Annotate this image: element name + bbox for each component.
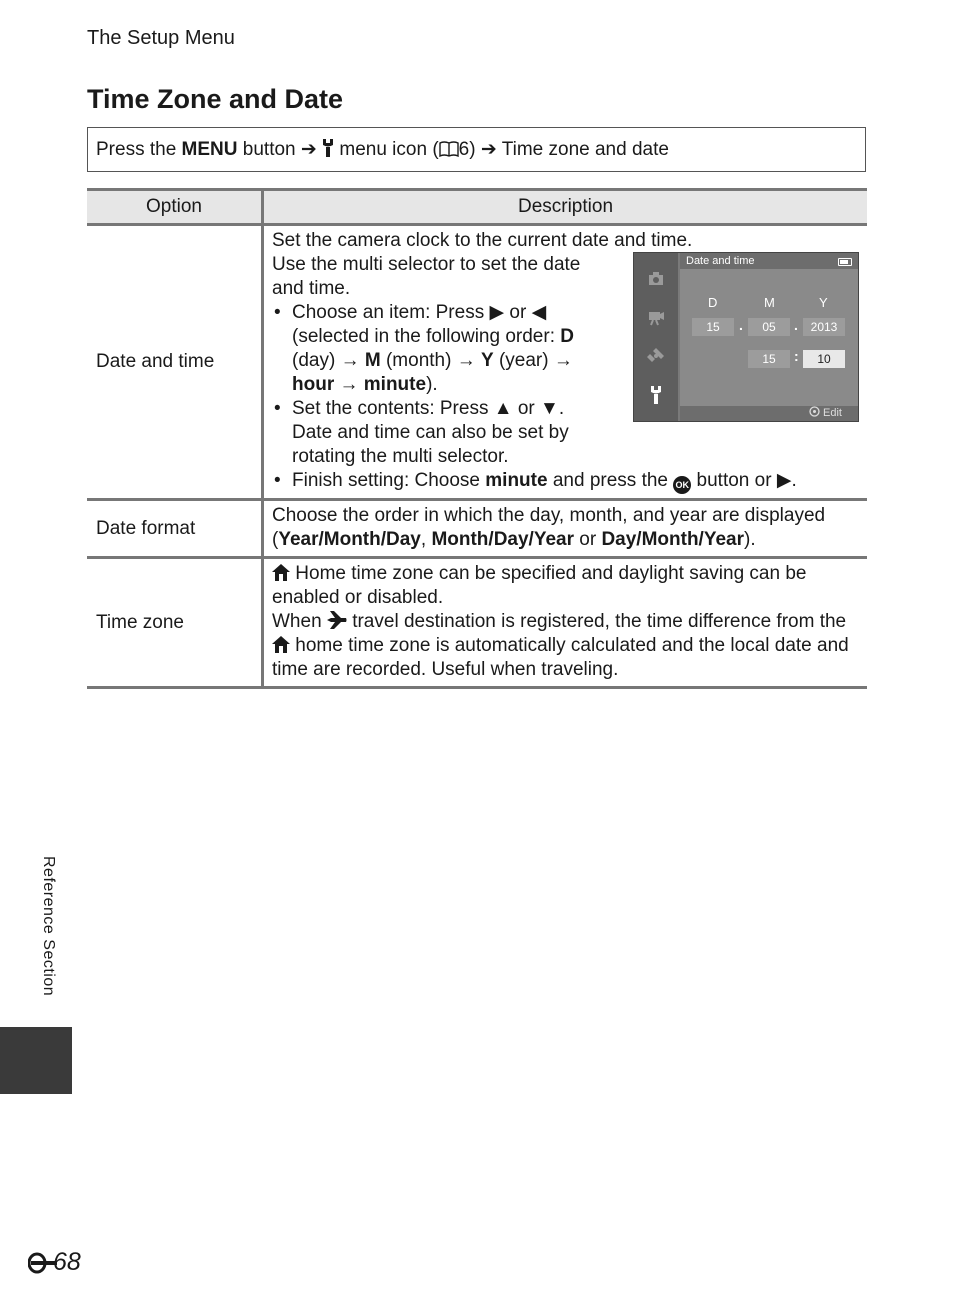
text: button or [696, 470, 772, 491]
text: or [579, 529, 597, 550]
text: D [560, 326, 574, 347]
to-arrow-icon: → [339, 374, 359, 395]
destination-text: Time zone and date [501, 139, 669, 160]
airplane-icon [327, 611, 347, 629]
date-separator: . [794, 317, 798, 333]
text: Year/Month/Day [278, 529, 421, 550]
day-field[interactable]: 15 [692, 318, 734, 336]
wrench-icon [646, 385, 666, 405]
text: M [364, 350, 381, 371]
text: or [517, 398, 535, 419]
time-separator: : [794, 348, 799, 364]
selector-text: Use the multi selector to set the date and time. [272, 254, 581, 299]
button-word: button [242, 139, 296, 160]
battery-icon [838, 258, 852, 266]
text: home time zone is automatically calculated and the local date and time are recorded. Useful when traveling. [272, 635, 849, 680]
minute-field[interactable]: 10 [803, 350, 845, 368]
home-icon [272, 636, 290, 653]
text: hour [292, 374, 335, 395]
description-date-format [263, 500, 868, 558]
text: (month) [385, 350, 452, 371]
section-tab [0, 1027, 72, 1094]
arrow-icon: ➔ [480, 139, 497, 160]
page-number: 68 [53, 1248, 81, 1276]
text: (year) [498, 350, 549, 371]
text: Month/Day/Year [431, 529, 574, 550]
text: minute [363, 374, 427, 395]
home-icon [272, 564, 290, 581]
menu-button-label: MENU [181, 139, 238, 160]
wrench-icon [322, 139, 334, 157]
option-date-format: Date format [87, 500, 263, 558]
option-time-zone: Time zone [87, 558, 263, 688]
page-ref: 6 [458, 139, 470, 160]
text: minute [485, 470, 548, 491]
left-arrow-icon: ◀ [531, 302, 547, 323]
to-arrow-icon: → [553, 350, 573, 371]
down-arrow-icon: ▼ [540, 398, 559, 419]
text: or [509, 302, 527, 323]
edit-hint: Edit [823, 407, 842, 419]
menu-icon-text: menu icon ( [339, 139, 439, 160]
to-arrow-icon: → [340, 350, 360, 371]
day-label: D [708, 295, 718, 310]
table-row [87, 500, 867, 558]
camera-icon [646, 269, 666, 289]
month-label: M [764, 295, 775, 310]
text: Set the contents: Press [292, 398, 489, 419]
text: ). [744, 529, 756, 550]
camera-screen [633, 252, 859, 422]
year-field[interactable]: 2013 [803, 318, 845, 336]
right-arrow-icon: ▶ [489, 302, 505, 323]
text: Choose the order in which the day, month, and year are displayed ( [272, 505, 826, 550]
movie-icon [646, 307, 666, 327]
text: When [272, 611, 322, 632]
up-arrow-icon: ▲ [493, 398, 513, 419]
screen-footer [680, 406, 858, 421]
year-label: Y [819, 295, 828, 310]
list-item [272, 301, 590, 397]
text: , [420, 529, 427, 550]
screen-title: Date and time [680, 253, 858, 269]
date-separator: . [739, 317, 743, 333]
text: Finish setting: Choose [292, 470, 480, 491]
description-time-zone [263, 558, 868, 688]
to-arrow-icon: → [456, 350, 476, 371]
satellite-icon [646, 346, 666, 366]
text: (selected in the following order: [292, 326, 555, 347]
side-section-label: Reference Section [40, 856, 57, 997]
screen-main [680, 253, 858, 421]
section-header: The Setup Menu [87, 27, 235, 49]
text: Day/Month/Year [601, 529, 744, 550]
hour-field[interactable]: 15 [748, 350, 790, 368]
option-header: Option [87, 190, 263, 225]
page-title: Time Zone and Date [87, 84, 344, 114]
text: ). [426, 374, 438, 395]
menu-path-box [87, 127, 866, 172]
table-row [87, 558, 867, 688]
text: (day) [292, 350, 336, 371]
right-arrow-icon: ▶ [776, 470, 792, 491]
text: Home time zone can be specified and daylight saving can be enabled or disabled. [272, 563, 807, 608]
text: . Date and time can also be set by rotating the multi selector. [292, 398, 569, 467]
list-item [272, 469, 859, 494]
menu-icon-bar [634, 253, 678, 421]
month-field[interactable]: 05 [748, 318, 790, 336]
rotary-dial-icon [809, 406, 820, 417]
text: and press the [552, 470, 668, 491]
text: Y [481, 350, 494, 371]
option-date-and-time: Date and time [87, 225, 263, 500]
text: travel destination is registered, the time difference from the [352, 611, 847, 632]
ok-button-icon: OK [673, 476, 691, 494]
book-icon [439, 141, 459, 157]
description-header: Description [263, 190, 868, 225]
press-the-text: Press the [96, 139, 177, 160]
text: Choose an item: Press [292, 302, 485, 323]
list-item [272, 397, 590, 469]
text: . [791, 470, 797, 491]
arrow-icon: ➔ [300, 139, 317, 160]
close-paren: ) [469, 139, 476, 160]
intro-text: Set the camera clock to the current date and time. [272, 230, 693, 251]
